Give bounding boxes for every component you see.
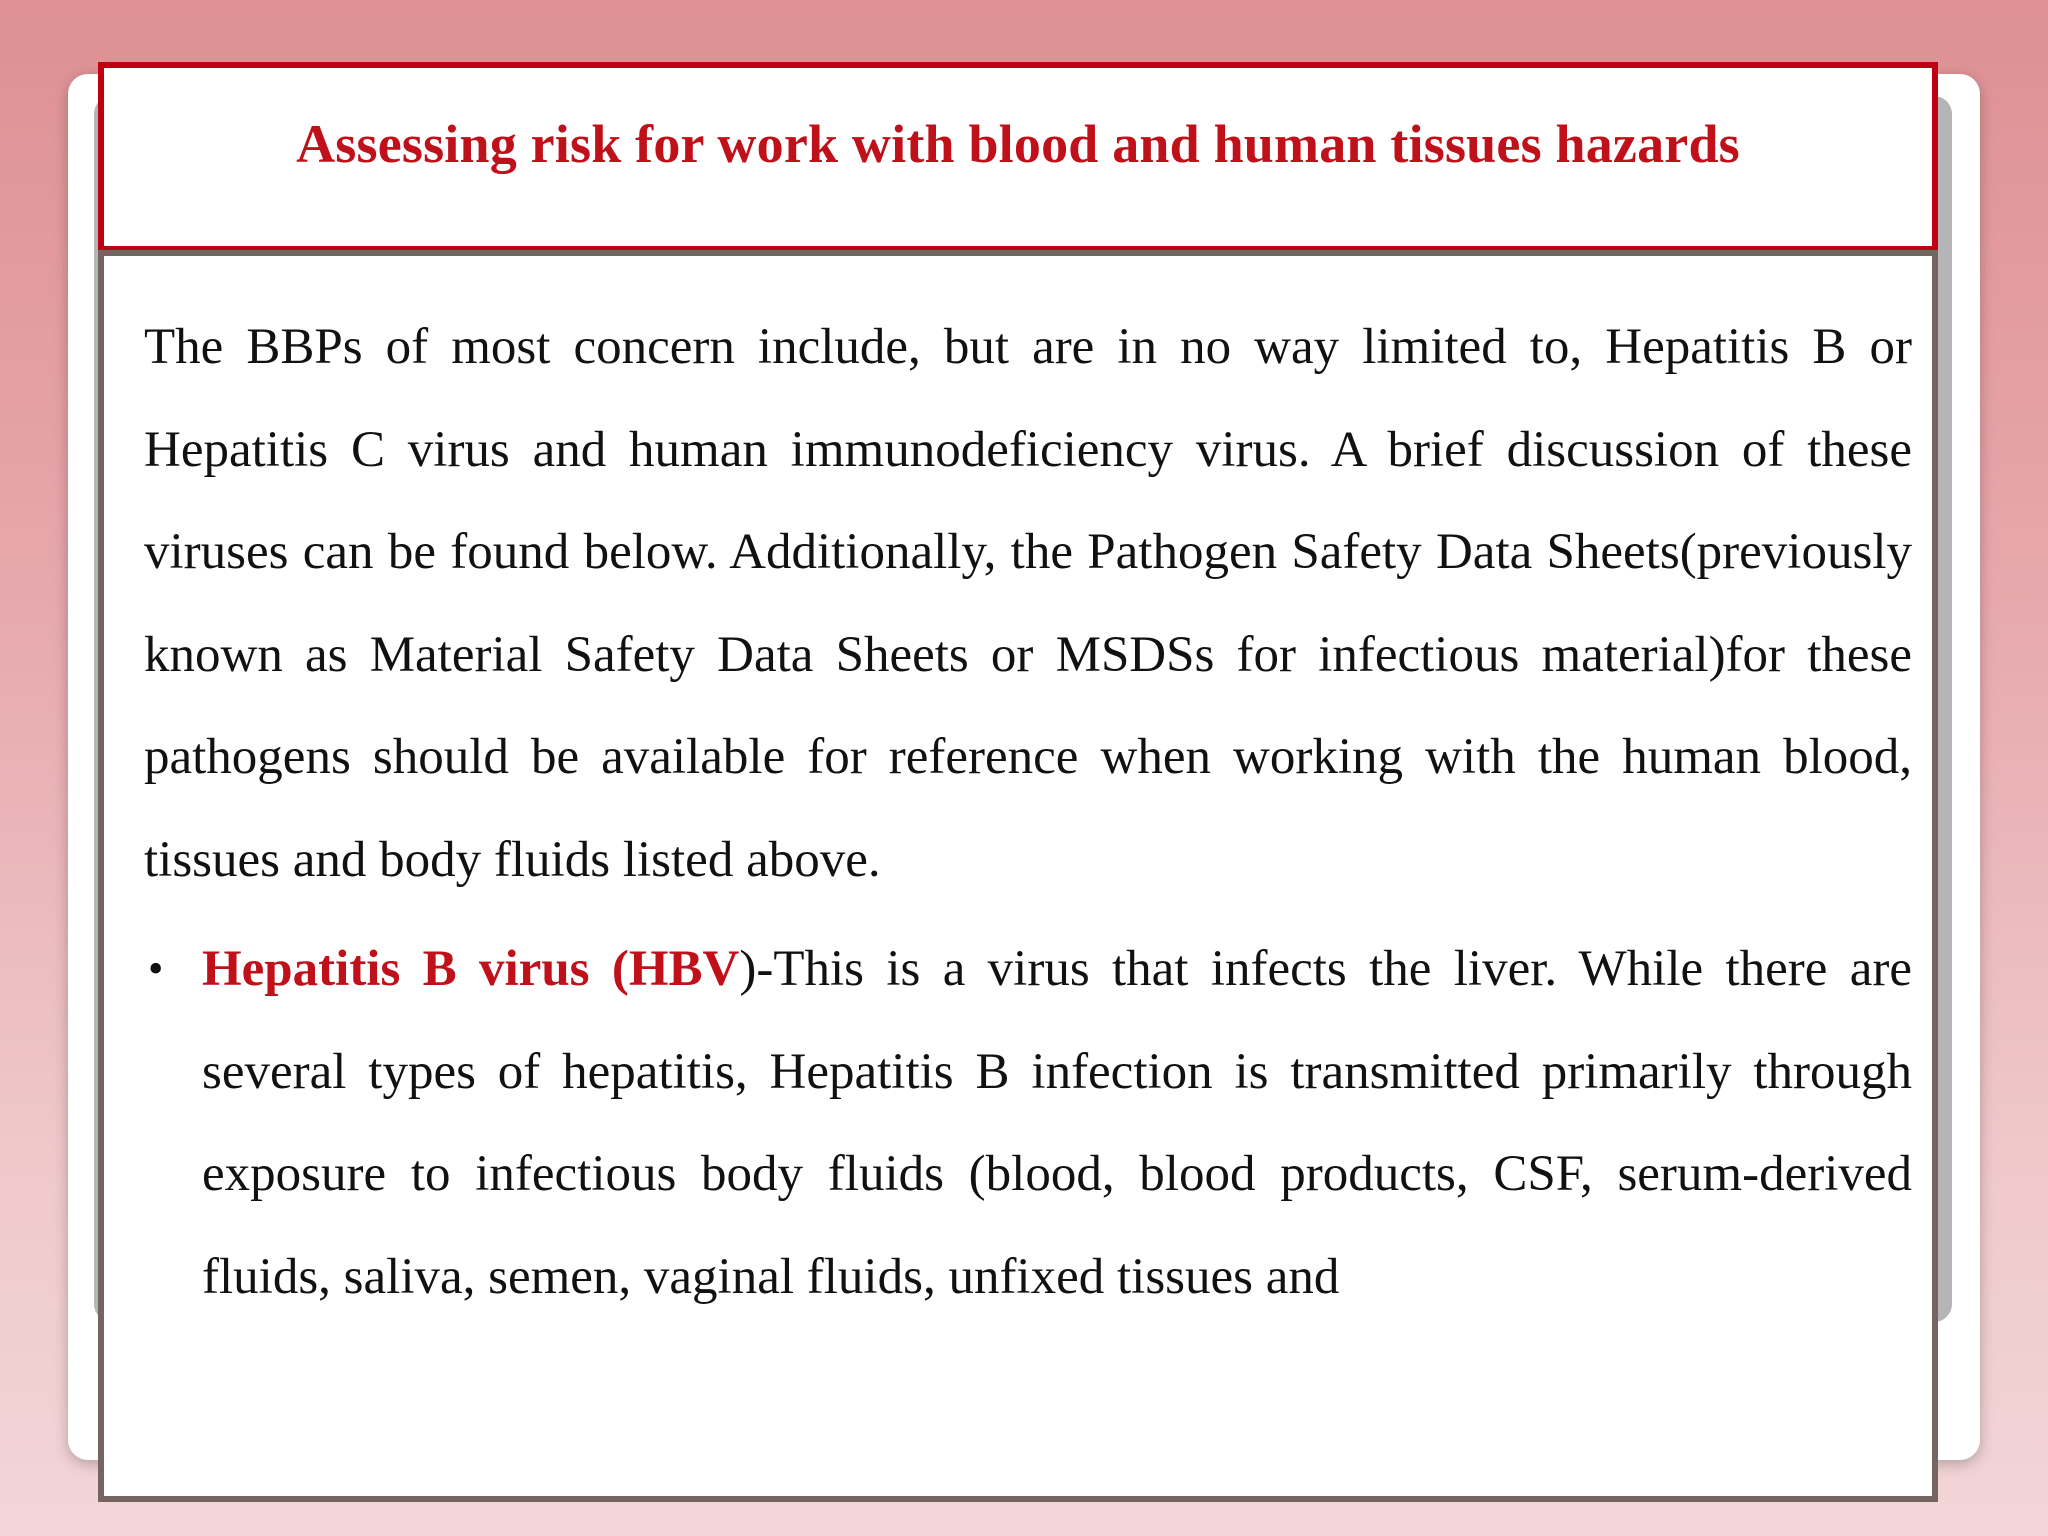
intro-paragraph: The BBPs of most concern include, but are in no way limited to, Hepatitis B or Hepatitis C virus and human immunodeficiency virus. A brief discussion of these viruses can be found below. Additionally, the Pathogen Safety Data Sheets(previously known as Material Safety Data Sheets or MSDSs for infectious material)for these pathogens should be available for reference when working with the human blood, tissues and body fluids listed above. — [144, 319, 1912, 888]
bullet-dot-icon: • — [148, 944, 164, 993]
list-item — [144, 918, 1912, 1328]
bullet-text-hbv: )-This is a virus that infects the liver. While there are several types of hepatitis, Hepatitis B infection is transmitted primarily through exposure to infectious body fluids (blood, blood products, CSF, serum-derived fluids, saliva, semen, vaginal fluids, unfixed tissues and — [202, 941, 1913, 1305]
bullet-term-hbv: Hepatitis B virus (HBV — [202, 941, 740, 997]
slide-title: Assessing risk for work with blood and human tissues hazards — [296, 114, 1740, 174]
slide — [98, 62, 1938, 1502]
bullet-list — [144, 918, 1912, 1328]
slide-content-box — [98, 250, 1938, 1502]
slide-title-box — [98, 62, 1938, 252]
